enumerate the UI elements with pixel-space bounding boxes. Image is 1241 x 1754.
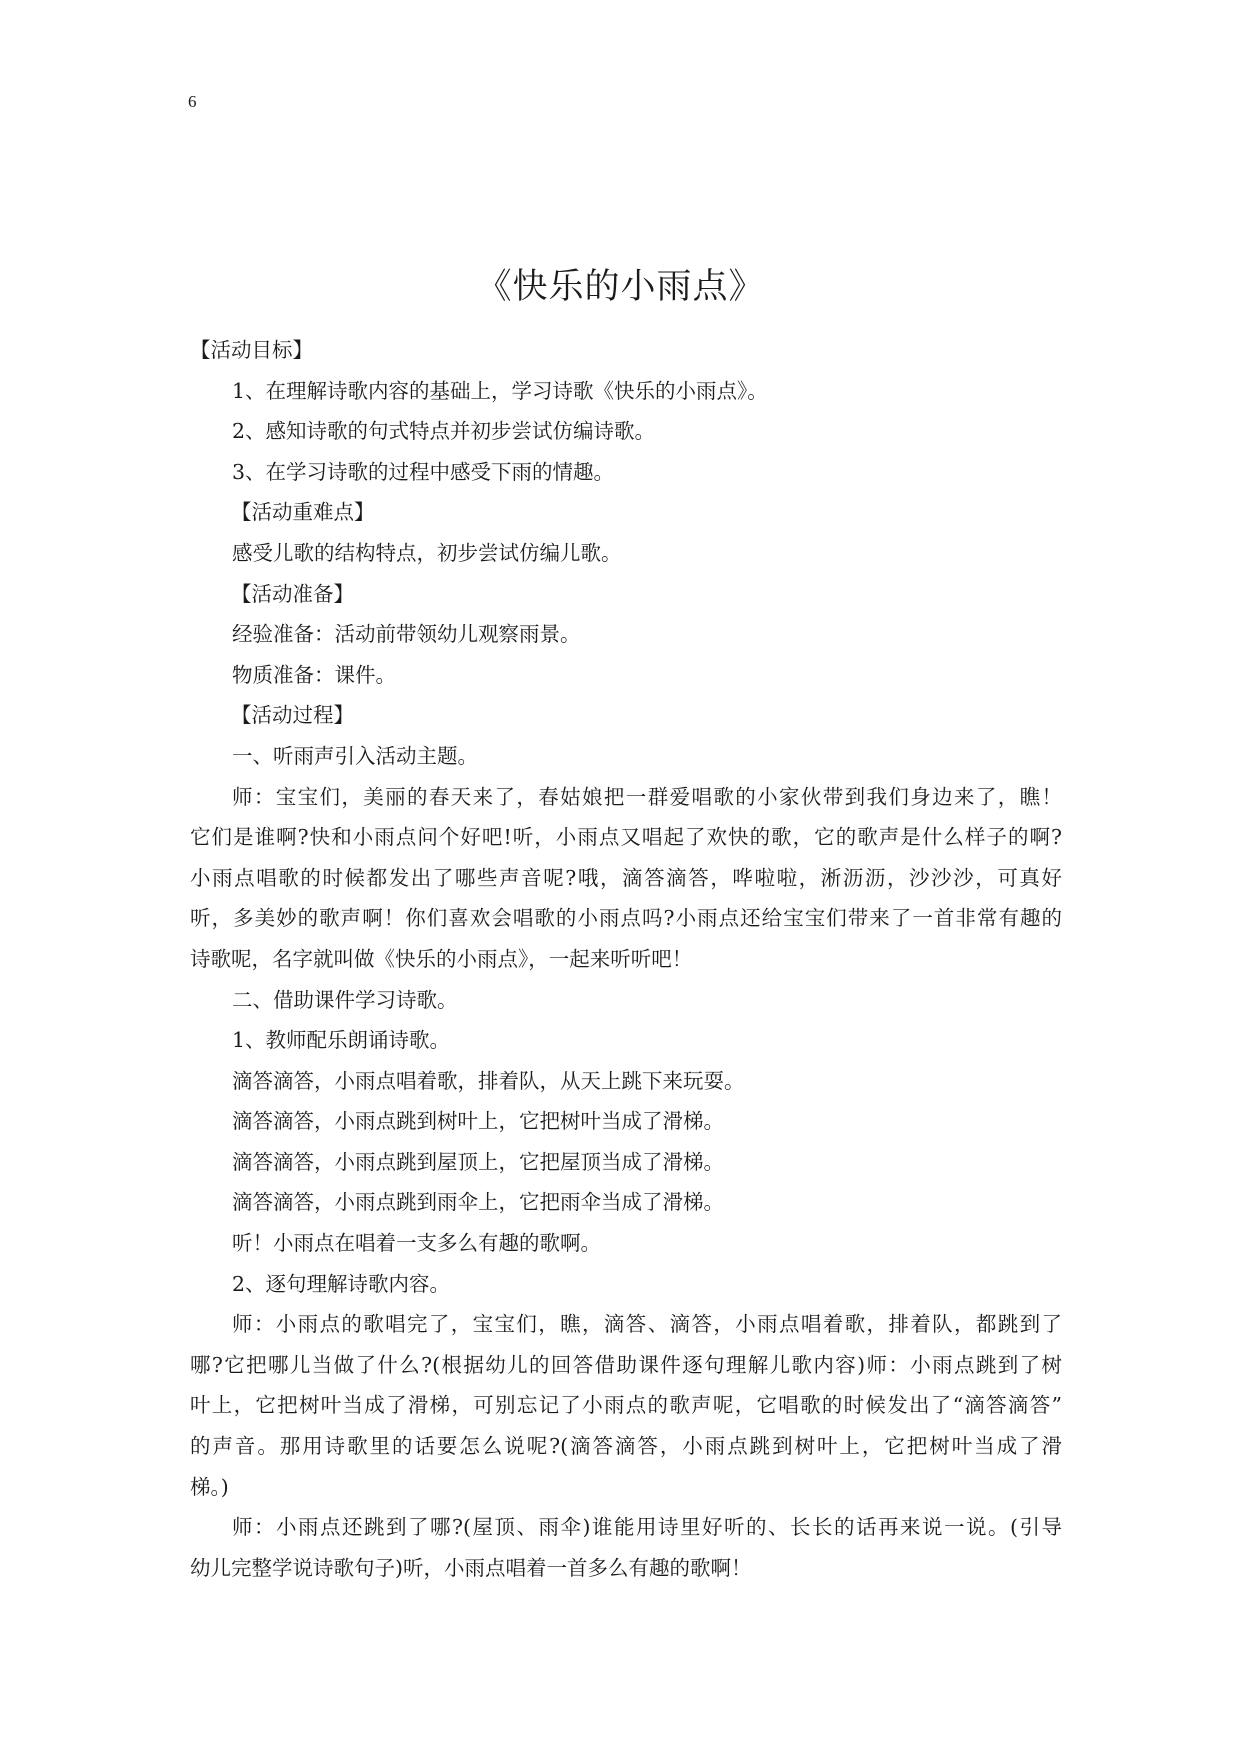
text-line: 诗歌呢，名字就叫做《快乐的小雨点》，一起来听听吧！ [190,946,693,971]
text-line: 滴答滴答，小雨点跳到雨伞上，它把雨伞当成了滑梯。 [232,1190,724,1215]
text-line: 【活动准备】 [231,581,354,606]
text-line: 【活动过程】 [231,703,354,728]
text-line: 物质准备：课件。 [232,662,396,687]
text-line: 叶上，它把树叶当成了滑梯，可别忘记了小雨点的歌声呢，它唱歌的时候发出了“滴答滴答” [190,1393,1062,1418]
text-line: 3、在学习诗歌的过程中感受下雨的情趣。 [232,459,615,484]
document-title: 《快乐的小雨点》 [476,267,765,307]
text-line: 师：小雨点还跳到了哪?(屋顶、雨伞)谁能用诗里好听的、长长的话再来说一说。(引导 [232,1515,1062,1540]
text-line: 梯。) [190,1474,229,1499]
text-line: 师：小雨点的歌唱完了，宝宝们，瞧，滴答、滴答，小雨点唱着歌，排着队，都跳到了 [232,1312,1062,1337]
text-line: 【活动目标】 [190,338,313,362]
text-line: 2、逐句理解诗歌内容。 [232,1271,451,1296]
text-line: 一、听雨声引入活动主题。 [232,743,478,768]
text-line: 2、感知诗歌的句式特点并初步尝试仿编诗歌。 [232,419,656,444]
text-line: 经验准备：活动前带领幼儿观察雨景。 [232,622,581,647]
page-number: 6 [188,92,197,111]
text-line: 二、借助课件学习诗歌。 [232,987,458,1012]
text-line: 师：宝宝们，美丽的春天来了，春姑娘把一群爱唱歌的小家伙带到我们身边来了，瞧！ [232,784,1062,809]
text-line: 【活动重难点】 [231,500,375,525]
text-line: 幼儿完整学说诗歌句子)听，小雨点唱着一首多么有趣的歌啊！ [190,1555,752,1580]
text-line: 哪?它把哪儿当做了什么?(根据幼儿的回答借助课件逐句理解儿歌内容)师：小雨点跳到了树 [190,1352,1062,1377]
text-line: 1、教师配乐朗诵诗歌。 [232,1028,451,1053]
text-line: 小雨点唱歌的时候都发出了哪些声音呢?哦，滴答滴答，哗啦啦，淅沥沥，沙沙沙，可真好 [190,865,1062,890]
text-line: 感受儿歌的结构特点，初步尝试仿编儿歌。 [232,540,622,565]
text-line: 的声音。那用诗歌里的话要怎么说呢?(滴答滴答，小雨点跳到树叶上，它把树叶当成了滑 [190,1434,1062,1459]
text-line: 听！小雨点在唱着一支多么有趣的歌啊。 [232,1231,601,1256]
text-line: 滴答滴答，小雨点跳到屋顶上，它把屋顶当成了滑梯。 [232,1149,724,1174]
text-line: 滴答滴答，小雨点跳到树叶上，它把树叶当成了滑梯。 [232,1109,724,1134]
text-line: 它们是谁啊?快和小雨点问个好吧!听，小雨点又唱起了欢快的歌，它的歌声是什么样子的啊? [190,825,1062,850]
document-body [190,330,1062,1588]
text-line: 听，多美妙的歌声啊！你们喜欢会唱歌的小雨点吗?小雨点还给宝宝们带来了一首非常有趣的 [190,906,1062,931]
text-line: 滴答滴答，小雨点唱着歌，排着队，从天上跳下来玩耍。 [232,1068,745,1093]
text-line: 1、在理解诗歌内容的基础上，学习诗歌《快乐的小雨点》。 [232,378,768,403]
